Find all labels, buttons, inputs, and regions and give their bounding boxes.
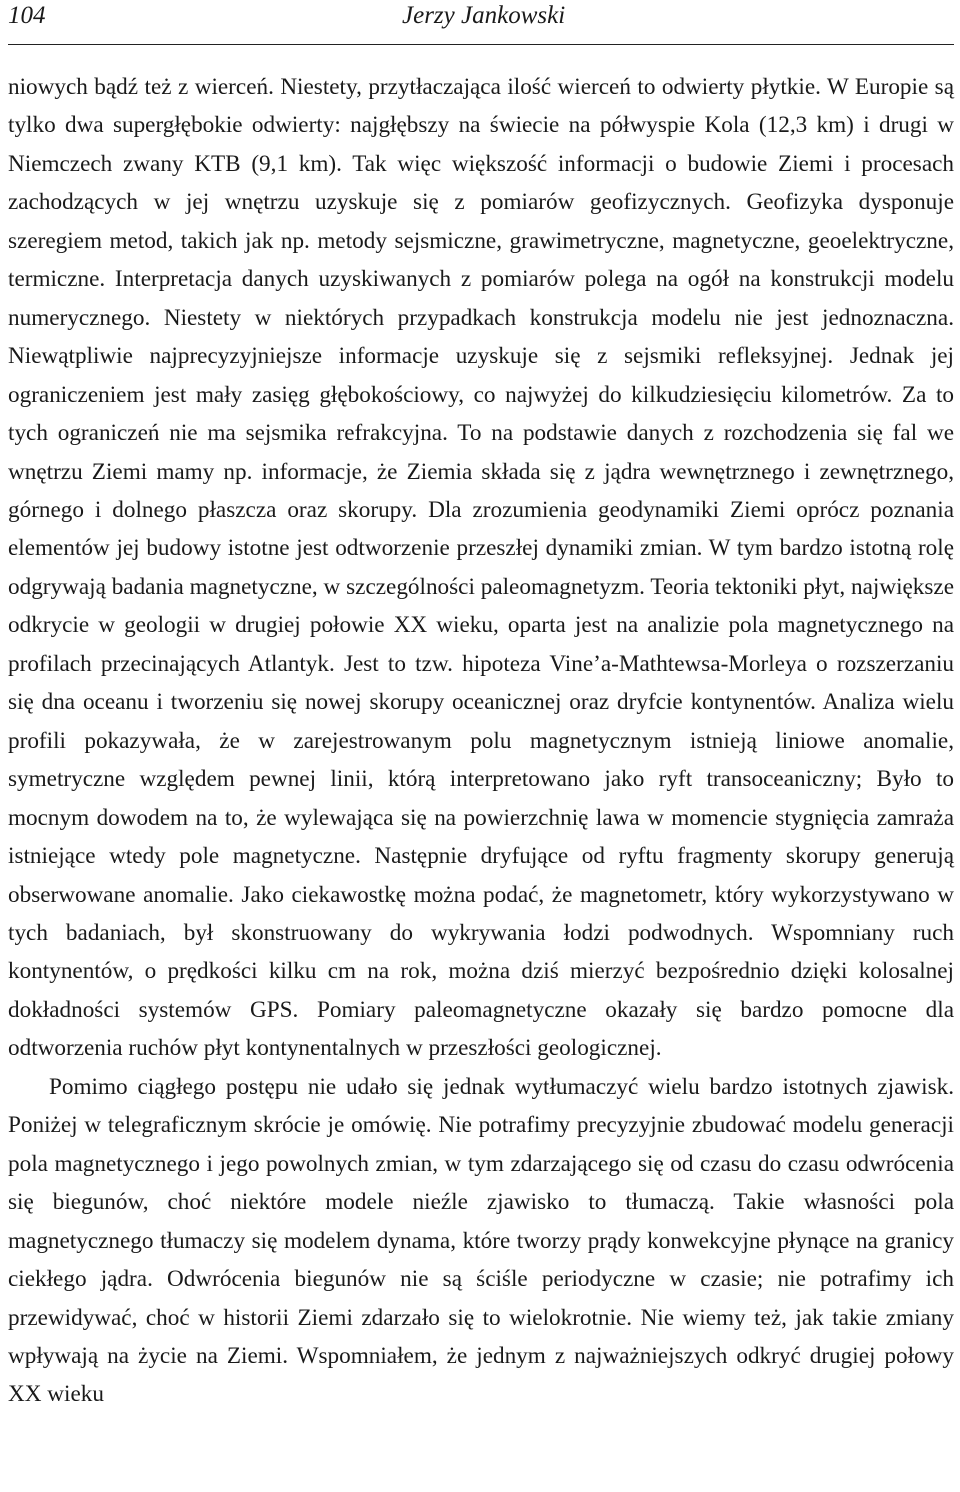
header-author: Jerzy Jankowski	[402, 2, 566, 29]
paragraph: niowych bądź też z wierceń. Niestety, przytłaczająca ilość wierceń to odwierty płytkie. W Europie są tylko dwa supergłębokie odwierty: najgłębszy na świecie na półwyspie Kola (12,3 km) i drugi w Niemczech zwany KTB (9,1 km). Tak więc większość informacji o budowie Ziemi i procesach zachodzących w jej wnętrzu uzyskuje się z pomiarów geofizycznych. Geofizyka dysponuje szeregiem metod, takich jak np. metody sejsmiczne, grawimetryczne, magnetyczne, geoelektryczne, termiczne. Interpretacja danych uzyskiwanych z pomiarów polega na ogół na konstrukcji modelu numerycznego. Niestety w niektórych przypadkach konstrukcja modelu nie jest jednoznaczna. Niewątpliwie najprecyzyjniejsze informacje uzyskuje się z sejsmiki refleksyjnej. Jednak jej ograniczeniem jest mały zasięg głębokościowy, co najwyżej do kilkudziesięciu kilometrów. Za to tych ograniczeń nie ma sejsmika refrakcyjna. To na podstawie danych z rozchodzenia się fal we wnętrzu Ziemi mamy np. informacje, że Ziemia składa się z jądra wewnętrznego i zewnętrznego, górnego i dolnego płaszcza oraz skorupy. Dla zrozumienia geodynamiki Ziemi oprócz poznania elementów jej budowy istotne jest odtworzenie przeszłej dynamiki zmian. W tym bardzo istotną rolę odgrywają badania magnetyczne, w szczególności paleomagnetyzm. Teoria tektoniki płyt, największe odkrycie w geologii w drugiej połowie XX wieku, oparta jest na analizie pola magnetycznego na profilach przecinających Atlantyk. Jest to tzw. hipoteza Vine’a-Mathtewsa-Morleya o rozszerzaniu się dna oceanu i tworzeniu się nowej skorupy oceanicznej oraz dryfcie kontynentów. Analiza wielu profili pokazywała, że w zarejestrowanym polu magnetycznym istnieją liniowe anomalie, symetryczne względem pewnej linii, którą interpretowano jako ryft transoceaniczny; Było to mocnym dowodem na to, że wylewająca się na powierzchnię lawa w momencie stygnięcia zamraża istniejące wtedy pole magnetyczne. Następnie dryfujące od ryftu fragmenty skorupy generują obserwowane anomalie. Jako ciekawostkę można podać, że magnetometr, który wykorzystywano w tych badaniach, był skonstruowany do wykrywania łodzi podwodnych. Wspomniany ruch kontynentów, o prędkości kilku cm na rok, można dziś mierzyć bezpośrednio dzięki kolosalnej dokładności systemów GPS. Pomiary paleomagnetyczne okazały się bardzo pomocne dla odtworzenia ruchów płyt kontynentalnych w przeszłości geologicznej.	[8, 74, 954, 1062]
body-text	[8, 68, 954, 1414]
running-header	[8, 0, 954, 45]
book-page	[8, 0, 954, 1408]
paragraph: Pomimo ciągłego postępu nie udało się jednak wytłumaczyć wielu bardzo istotnych zjawisk. Poniżej w telegraficznym skrócie je omówię. Nie potrafimy precyzyjnie zbudować modelu generacji pola magnetycznego i jego powolnych zmian, w tym zdarzającego się od czasu do czasu odwrócenia się biegunów, choć niektóre modele nieźle zjawisko to tłumaczą. Takie własności pola magnetycznego tłumaczy się modelem dynama, które tworzy prądy konwekcyjne płynące na granicy ciekłego jądra. Odwrócenia biegunów nie są ściśle periodyczne w czasie; nie potrafimy ich przewidywać, choć w historii Ziemi zdarzało się to wielokrotnie. Nie wiemy też, jak takie zmiany wpływają na życie na Ziemi. Wspomniałem, że jednym z najważniejszych odkryć drugiej połowy XX wieku	[8, 1073, 954, 1408]
page-number: 104	[8, 2, 46, 29]
